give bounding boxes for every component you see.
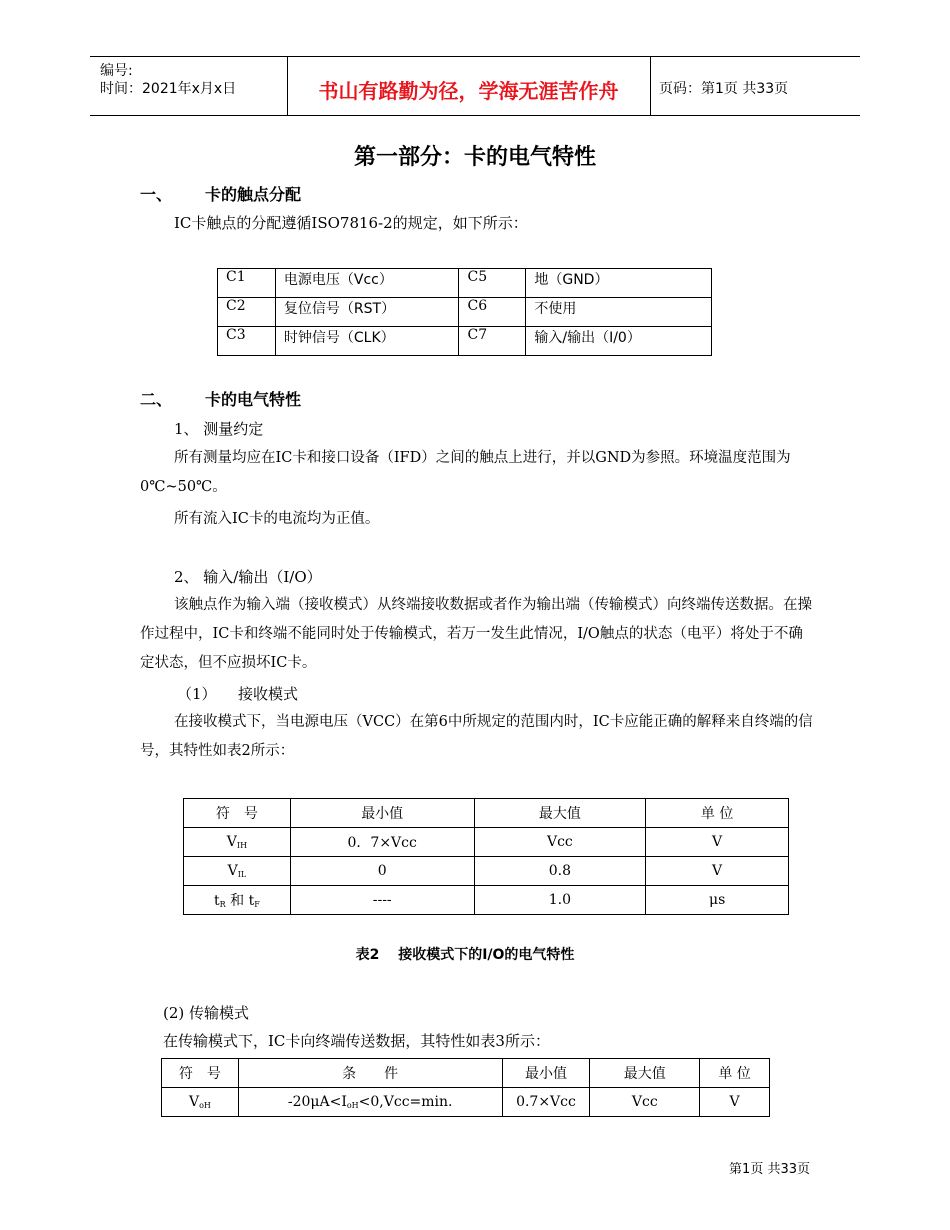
max-cell: 1.0: [474, 886, 646, 915]
symbol-cell: $V_{IL}$: [184, 857, 291, 886]
section2-heading: 卡的电气特性: [205, 390, 302, 409]
unit-cell: μs: [646, 886, 789, 915]
condition-cell: $-20\mu A<I_{oH}<0,Vcc=\min$.: [238, 1088, 502, 1117]
column-header: 最小值: [502, 1059, 590, 1088]
contact-id: C2: [218, 298, 276, 327]
min-cell: 0: [290, 857, 474, 886]
contacts-table: [217, 268, 712, 356]
paragraph-receive: 在接收模式下，当电源电压（VCC）在第6中所规定的范围内时，IC卡应能正确的解释来自终端的信号，其特性如表2所示：: [140, 714, 813, 759]
contact-desc: 复位信号（RST）: [275, 298, 459, 327]
contact-desc: 输入/输出（I/0）: [526, 327, 712, 356]
section2-num: 二、: [140, 390, 173, 409]
header-top-rule: [90, 56, 860, 57]
header-time: 时间：2021年x月x日: [100, 81, 237, 97]
min-cell: 0.7×Vcc: [502, 1088, 590, 1117]
header-motto: 书山有路勤为径，学海无涯苦作舟: [318, 79, 619, 103]
column-header: 符 号: [184, 799, 291, 828]
subheading-receive: 接收模式: [238, 685, 299, 703]
unit-cell: V: [646, 857, 789, 886]
column-header: 最大值: [590, 1059, 700, 1088]
table-row: [218, 269, 712, 298]
header-page: 页码：第1页 共33页: [659, 81, 789, 97]
subheading-receive-num: （1）: [177, 685, 217, 703]
paragraph-io: 该触点作为输入端（接收模式）从终端接收数据或者作为输出端（传输模式）向终端传送数据。在操作过程中，IC卡和终端不能同时处于传输模式，若万一发生此情况，I/O触点的状态（电平）将处于不确定状态，但不应损坏IC卡。: [140, 597, 812, 671]
table2-caption: 表2 接收模式下的I/O的电气特性: [355, 947, 575, 963]
contact-id: C5: [459, 269, 526, 298]
paragraph-transmit: 在传输模式下，IC卡向终端传送数据，其特性如表3所示：: [163, 1032, 550, 1050]
min-cell: ----: [290, 886, 474, 915]
page-title: 第一部分：卡的电气特性: [353, 145, 596, 170]
table-row: [184, 828, 789, 857]
transmit-table: [161, 1058, 770, 1117]
max-cell: Vcc: [474, 828, 646, 857]
header-number: 编号:: [100, 63, 133, 79]
contact-desc: 时钟信号（CLK）: [275, 327, 459, 356]
subheading-transmit: (2) 传输模式: [163, 1004, 250, 1022]
header-bottom-rule: [90, 115, 860, 116]
receive-table: [183, 798, 789, 915]
column-header: 最大值: [474, 799, 646, 828]
paragraph-measurement: 所有测量均应在IC卡和接口设备（IFD）之间的触点上进行，并以GND为参照。环境温度范围为0℃~50℃。: [140, 450, 791, 495]
contact-id: C7: [459, 327, 526, 356]
column-header: 最小值: [290, 799, 474, 828]
contact-id: C1: [218, 269, 276, 298]
subheading-measurement: 1、 测量约定: [174, 420, 264, 438]
contact-id: C6: [459, 298, 526, 327]
symbol-cell: $V_{oH}$: [162, 1088, 239, 1117]
table-row: [218, 327, 712, 356]
contact-desc: 地（GND）: [526, 269, 712, 298]
unit-cell: V: [646, 828, 789, 857]
table-row: [162, 1088, 770, 1117]
column-header: 单 位: [700, 1059, 770, 1088]
min-cell: 0．7×Vcc: [290, 828, 474, 857]
table-header-row: [184, 799, 789, 828]
table-row: [184, 886, 789, 915]
section1-heading: 卡的触点分配: [205, 185, 302, 204]
symbol-cell: $V_{IH}$: [184, 828, 291, 857]
page-footer: 第1页 共33页: [729, 1162, 810, 1177]
subheading-io: 2、 输入/输出（I/O）: [174, 568, 322, 586]
header-divider: [650, 56, 651, 116]
symbol-cell: $t_R$ 和 $t_F$: [184, 886, 291, 915]
column-header: 符 号: [162, 1059, 239, 1088]
unit-cell: V: [700, 1088, 770, 1117]
contact-desc: 不使用: [526, 298, 712, 327]
column-header: 条 件: [238, 1059, 502, 1088]
table-row: [184, 857, 789, 886]
section1-intro: IC卡触点的分配遵循ISO7816-2的规定，如下所示：: [174, 214, 528, 232]
table-header-row: [162, 1059, 770, 1088]
column-header: 单 位: [646, 799, 789, 828]
paragraph-current: 所有流入IC卡的电流均为正值。: [174, 511, 380, 527]
max-cell: 0.8: [474, 857, 646, 886]
max-cell: Vcc: [590, 1088, 700, 1117]
contact-id: C3: [218, 327, 276, 356]
table-row: [218, 298, 712, 327]
contact-desc: 电源电压（Vcc）: [275, 269, 459, 298]
section1-num: 一、: [140, 185, 173, 204]
